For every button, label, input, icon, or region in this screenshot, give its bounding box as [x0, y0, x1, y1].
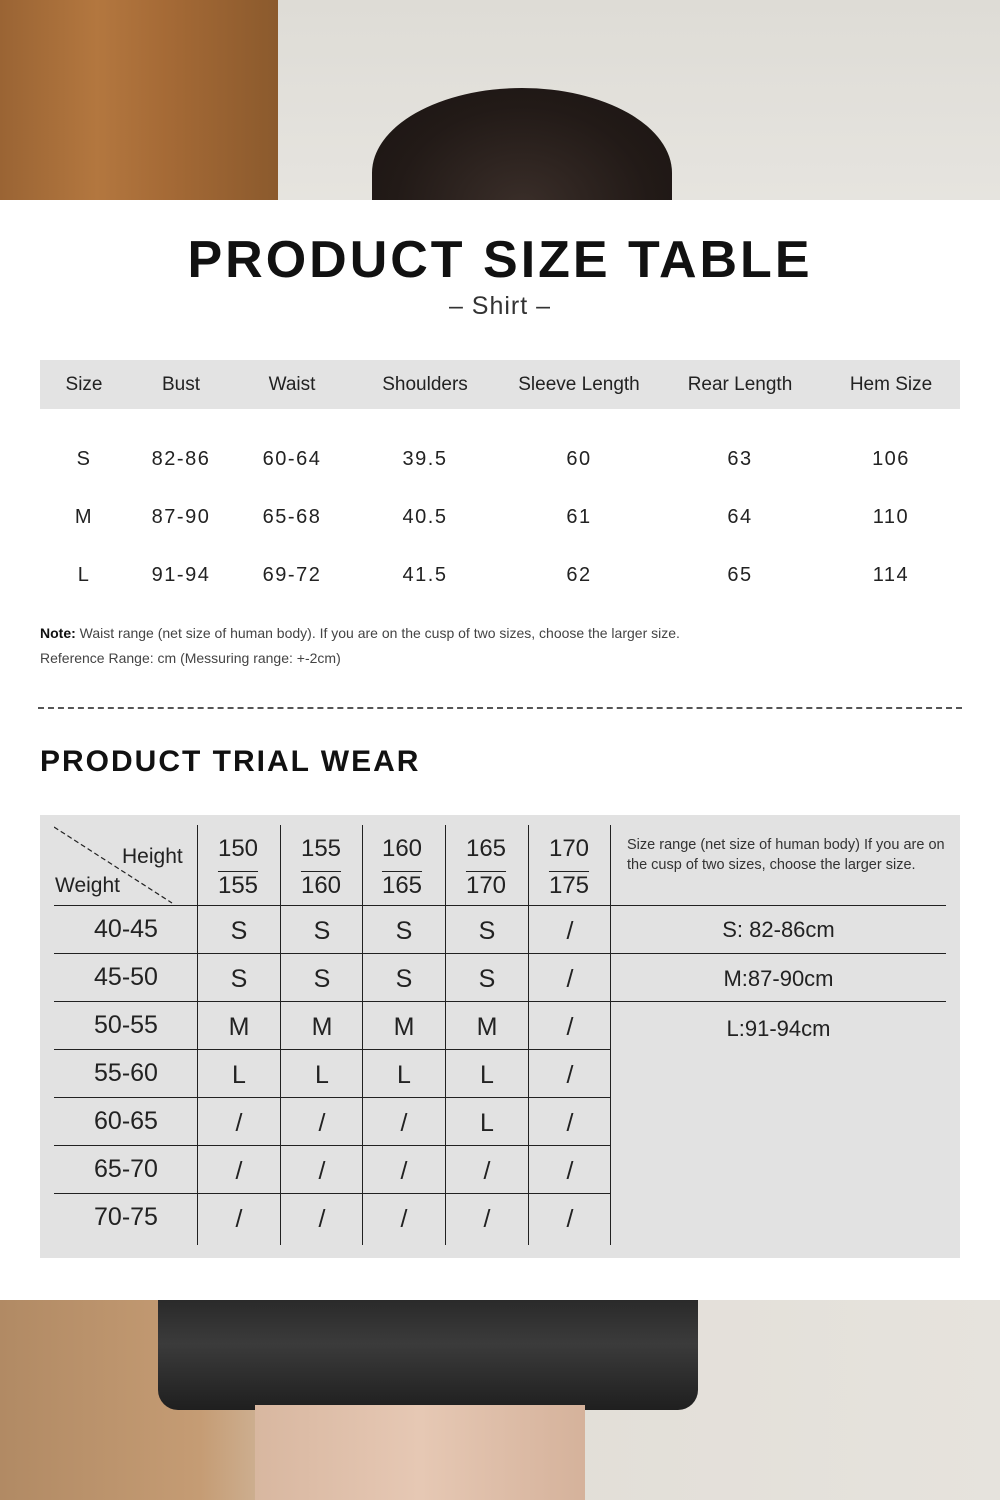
range-medium: M:87-90cm [723, 966, 834, 991]
cell-hem-size: 106 [872, 448, 910, 470]
cell-size: S [76, 448, 92, 470]
cell-size: L [77, 564, 91, 586]
note-text: Waist range (net size of human body). If you are on the cusp of two sizes, choose the larger size. [75, 625, 680, 641]
header-shoulders: Shoulders [382, 374, 468, 395]
grid-line [54, 1001, 946, 1002]
size-cell: / [483, 1157, 491, 1185]
cell-waist: 60-64 [262, 448, 322, 470]
cell-shoulders: 39.5 [402, 448, 448, 470]
height-range-170: 170 175 [548, 835, 590, 899]
weight-cell: 45-50 [94, 963, 158, 991]
size-cell: S [230, 917, 248, 945]
header-waist: Waist [268, 374, 316, 395]
weight-cell: 70-75 [94, 1203, 158, 1231]
size-cell: / [400, 1109, 408, 1137]
page-title: PRODUCT SIZE TABLE [187, 231, 813, 289]
weight-cell: 60-65 [94, 1107, 158, 1135]
grid-line [54, 953, 946, 954]
size-cell: / [318, 1109, 326, 1137]
size-range-note: Size range (net size of human body) If you are on the cusp of two sizes, choose the larger size. [627, 837, 945, 873]
size-cell: M [311, 1013, 333, 1041]
cell-shoulders: 40.5 [402, 506, 448, 528]
weight-cell: 55-60 [94, 1059, 158, 1087]
trial-wear-grid [40, 815, 960, 1258]
leather-skirt-photo [158, 1300, 698, 1410]
size-cell: / [235, 1157, 243, 1185]
cell-hem-size: 110 [872, 506, 910, 528]
size-cell: / [566, 1013, 574, 1041]
size-cell: / [566, 965, 574, 993]
size-cell: / [235, 1205, 243, 1233]
size-cell: L [480, 1061, 494, 1089]
size-cell: L [397, 1061, 411, 1089]
range-large: L:91-94cm [726, 1016, 831, 1041]
size-cell: S [395, 965, 413, 993]
cell-waist: 65-68 [262, 506, 322, 528]
cell-rear-length: 65 [727, 564, 753, 586]
header-sleeve-length: Sleeve Length [518, 374, 640, 395]
note-line [40, 625, 680, 641]
size-cell: L [232, 1061, 246, 1089]
cell-hem-size: 114 [872, 564, 910, 586]
size-cell: S [395, 917, 413, 945]
trial-wear-title: PRODUCT TRIAL WEAR [40, 745, 421, 778]
size-cell: M [476, 1013, 498, 1041]
weight-cell: 65-70 [94, 1155, 158, 1183]
size-cell: L [480, 1109, 494, 1137]
size-cell: L [315, 1061, 329, 1089]
size-cell: S [313, 965, 331, 993]
size-table-header [40, 360, 960, 409]
size-cell: / [400, 1157, 408, 1185]
header-rear-length: Rear Length [687, 374, 793, 395]
weight-cell: 40-45 [94, 915, 158, 943]
table-row [40, 556, 960, 596]
cell-sleeve-length: 62 [566, 564, 592, 586]
cell-size: M [74, 506, 94, 528]
cell-sleeve-length: 61 [566, 506, 592, 528]
grid-line [54, 1145, 610, 1146]
height-range-150: 150 155 [217, 835, 259, 899]
height-range-160: 160 165 [381, 835, 423, 899]
size-cell: S [478, 917, 496, 945]
reference-range: Reference Range: cm (Messuring range: +-2cm) [40, 650, 341, 666]
size-cell: M [393, 1013, 415, 1041]
table-row [40, 440, 960, 480]
height-range-165: 165 170 [465, 835, 507, 899]
size-cell: / [318, 1205, 326, 1233]
page-subtitle: – Shirt – [448, 292, 552, 320]
size-cell: S [313, 917, 331, 945]
cell-shoulders: 41.5 [402, 564, 448, 586]
header-size: Size [65, 374, 103, 395]
size-chart-card [0, 200, 1000, 1300]
size-cell: / [483, 1205, 491, 1233]
header-bust: Bust [161, 374, 201, 395]
cell-bust: 91-94 [151, 564, 211, 586]
size-cell: S [478, 965, 496, 993]
dashed-divider [38, 707, 962, 709]
cell-rear-length: 64 [727, 506, 753, 528]
grid-line [54, 1049, 610, 1050]
wood-door-photo [0, 0, 278, 200]
cell-rear-length: 63 [727, 448, 753, 470]
range-small: S: 82-86cm [722, 917, 835, 942]
size-cell: / [566, 1109, 574, 1137]
cell-waist: 69-72 [262, 564, 322, 586]
size-cell: S [230, 965, 248, 993]
cell-bust: 82-86 [151, 448, 211, 470]
weight-cell: 50-55 [94, 1011, 158, 1039]
size-cell: / [566, 917, 574, 945]
header-hem-size: Hem Size [849, 374, 933, 395]
cell-sleeve-length: 60 [566, 448, 592, 470]
size-cell: / [566, 1061, 574, 1089]
grid-line [54, 905, 946, 906]
cell-bust: 87-90 [151, 506, 211, 528]
size-cell: / [566, 1205, 574, 1233]
height-range-155: 155 160 [300, 835, 342, 899]
size-cell: / [235, 1109, 243, 1137]
weight-label: Weight [55, 874, 120, 897]
grid-line [54, 1097, 610, 1098]
table-row [40, 498, 960, 538]
grid-line [54, 1193, 610, 1194]
model-legs-photo [255, 1405, 585, 1500]
height-label: Height [122, 845, 183, 868]
size-cell: M [228, 1013, 250, 1041]
size-cell: / [400, 1205, 408, 1233]
size-cell: / [318, 1157, 326, 1185]
size-cell: / [566, 1157, 574, 1185]
note-label: Note: [40, 625, 76, 641]
